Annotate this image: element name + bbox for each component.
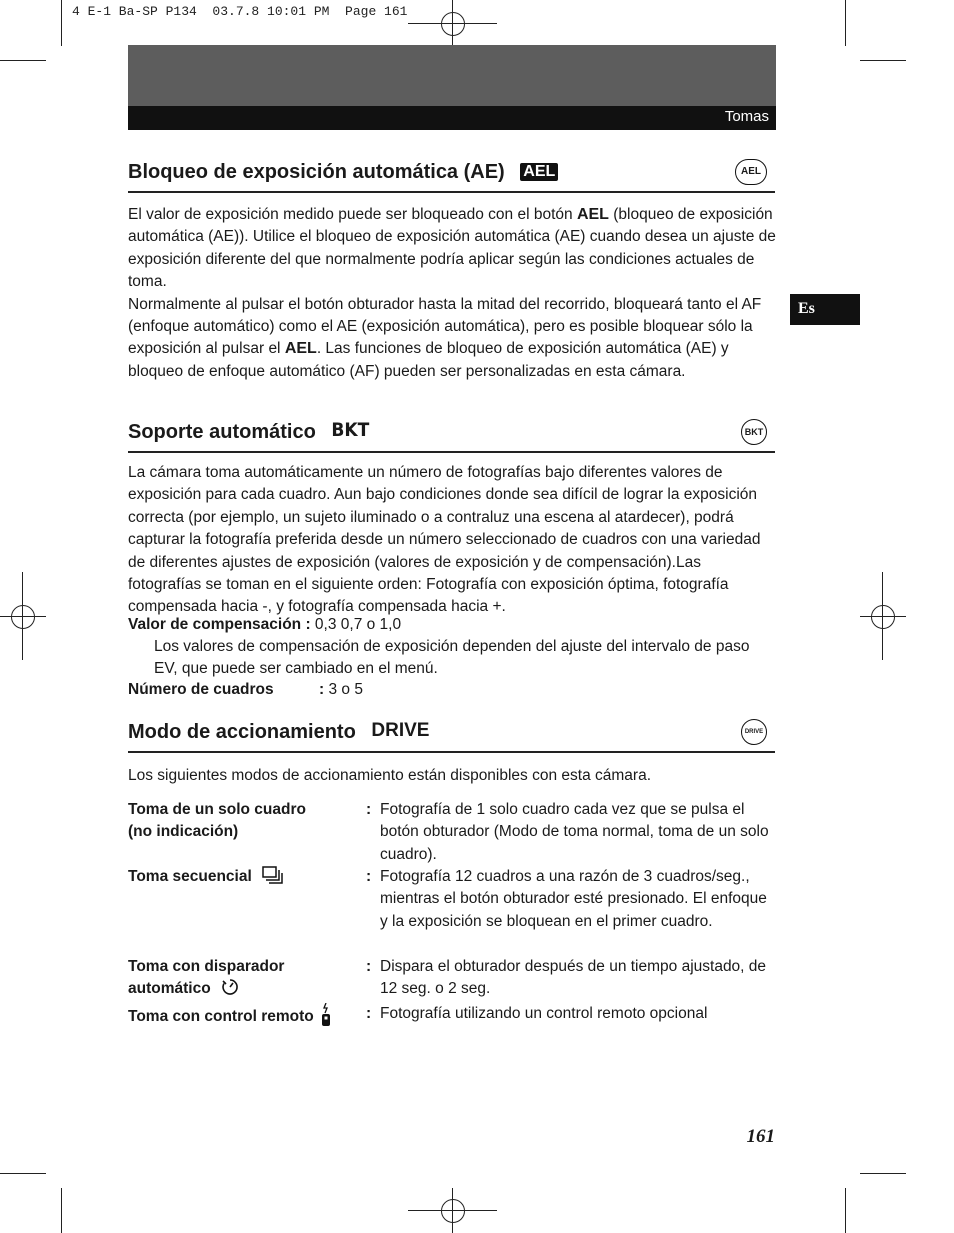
page-number: 161 (746, 1126, 775, 1147)
drive-button-icon: DRIVE (741, 719, 767, 745)
sequential-shooting-icon (262, 866, 284, 884)
ael-key: AEL (576, 206, 609, 223)
remote-control-icon (321, 1003, 331, 1027)
compensation-note: Los valores de compensación de exposición dependen del ajuste del intervalo de paso EV, que puede ser cambiado en el menú. (154, 638, 750, 678)
mode-desc-sequential: Fotografía 12 cuadros a una razón de 3 cuadros/seg., mientras el botón obturador esté presionado. El enfoque y la exposición se bloquean en el primer cuadro. (380, 868, 767, 930)
section-title: Modo de accionamiento (128, 721, 356, 743)
mode-colon: : (366, 1005, 372, 1022)
bkt-badge: BKT (331, 419, 370, 441)
mode-desc-remote: Fotografía utilizando un control remoto opcional (380, 1005, 708, 1022)
chapter-title: Tomas (128, 106, 776, 130)
frames-label: Número de cuadros (128, 681, 274, 698)
bracketing-body: La cámara toma automáticamente un número de fotografías bajo diferentes valores de exposición para cada cuadro. Aun bajo condiciones donde sea difícil de lograr la exposición correcta (por ejemplo, un sujeto iluminado o a contraluz una escena al atardecer), podrá capturar la fotografía preferida desde un número seleccionado de cuadros con una variedad de diferentes ajustes de exposición (valores de exposición y de compensación).Las fotografías se toman en el siguiente orden: Fotografía con exposición óptima, fotografía compensada hacia -, y fotografía compensada hacia +. (128, 464, 761, 616)
section-title: Soporte automático (128, 421, 316, 443)
section-drive-heading (128, 721, 775, 753)
section-ae-lock-heading (128, 161, 775, 193)
mode-colon: : (366, 958, 372, 975)
mode-label-sequential: Toma secuencial (128, 866, 353, 888)
ael-badge: AEL (520, 163, 558, 181)
self-timer-icon (221, 978, 239, 996)
mode-desc-self-timer: Dispara el obturador después de un tiempo ajustado, de 12 seg. o 2 seg. (380, 958, 767, 998)
mode-colon: : (366, 801, 372, 818)
bkt-button-icon: BKT (741, 419, 767, 445)
ae-lock-body: El valor de exposición medido puede ser bloqueado con el botón AEL (bloqueo de exposición automática (AE)). Utilice el bloqueo de exposición automática (AE) cuando desea un ajuste de exposición diferente del que normalmente podría aplicar según las condiciones actuales de toma. Normalmente al pulsar el botón obturador hasta la mitad del recorrido, bloqueará tanto el AF (enfoque automático) como el AE (exposición automática), pero es posible bloquear sólo la exposición al pulsar el AEL. Las funciones de bloqueo de exposición automática (AE) y bloqueo de enfoque automático (AF) pueden ser personalizadas en esta cámara. (128, 206, 776, 380)
language-tab: Es (790, 294, 860, 325)
frames-value: : 3 o 5 (319, 681, 363, 698)
mode-label-self-timer: Toma con disparador automático (128, 958, 285, 998)
print-slug: 4 E-1 Ba-SP P134 03.7.8 10:01 PM Page 161 (72, 4, 408, 19)
mode-label-single: Toma de un solo cuadro (no indicación) (128, 801, 306, 841)
section-bracketing-heading (128, 421, 775, 453)
drive-intro: Los siguientes modos de accionamiento están disponibles con esta cámara. (128, 767, 652, 784)
chapter-header-band (128, 45, 776, 106)
drive-badge: DRIVE (371, 720, 430, 741)
mode-colon: : (366, 868, 372, 885)
ael-button-icon: AEL (735, 159, 767, 185)
mode-desc-single: Fotografía de 1 solo cuadro cada vez que se pulsa el botón obturador (Modo de toma normal, toma de un solo cuadro). (380, 801, 769, 863)
compensation-value-row: Valor de compensación : 0,3 0,7 o 1,0 (128, 616, 402, 633)
ael-key: AEL (284, 340, 317, 358)
mode-label-remote: Toma con control remoto (128, 1003, 363, 1028)
section-title: Bloqueo de exposición automática (AE) (128, 161, 505, 183)
